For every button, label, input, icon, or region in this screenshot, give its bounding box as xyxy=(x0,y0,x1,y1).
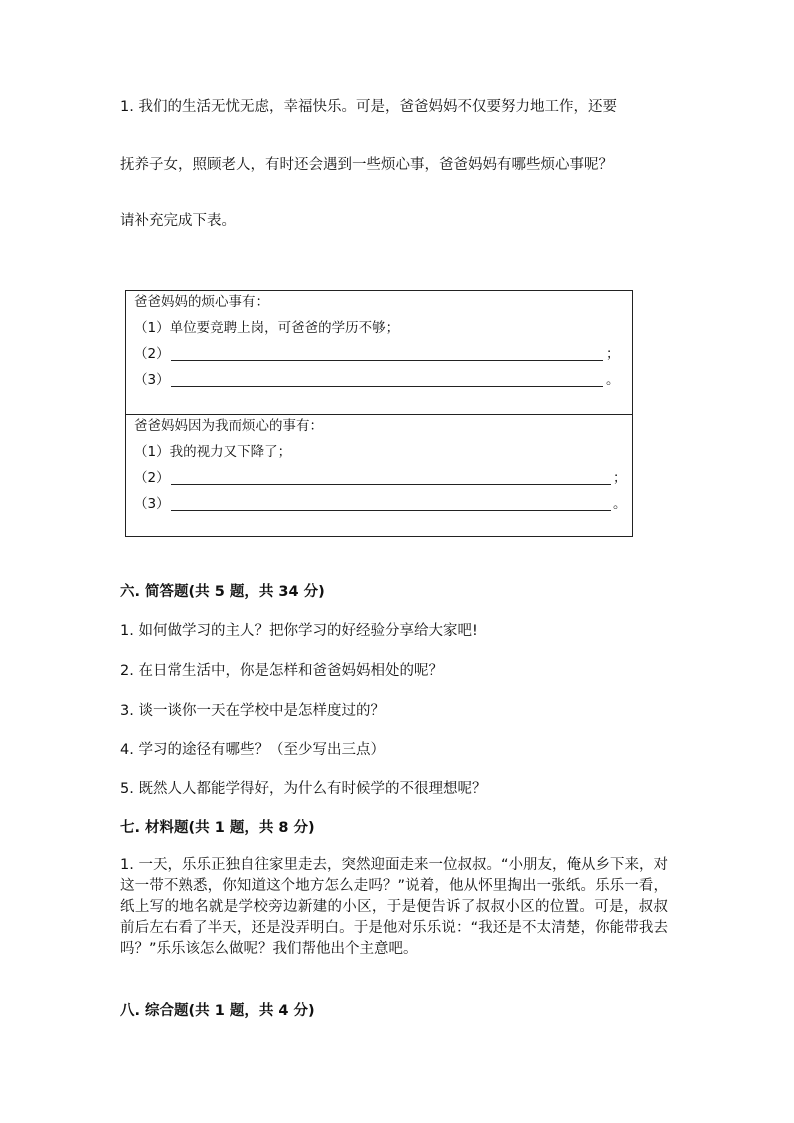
section-6-heading: 六. 简答题(共 5 题，共 34 分) xyxy=(120,584,325,600)
worry-item-2-end: ； xyxy=(613,470,627,486)
section-7-question-1: 1. 一天，乐乐正独自往家里走去，突然迎面走来一位叔叔。“小朋友，俺从乡下来，对这一带不熟悉，你知道这个地方怎么走吗？”说着，他从怀里掏出一张纸。乐乐一看，纸上写的地名就是学校旁边新建的小区，于是便告诉了叔叔小区的位置。可是，叔叔前后左右看了半天，还是没弄明白。于是他对乐乐说：“我还是不太清楚，你能带我去吗？”乐乐该怎么做呢？我们帮他出个主意吧。 xyxy=(120,857,668,957)
section-6-question-4: 4. 学习的途径有哪些？（至少写出三点） xyxy=(120,742,385,758)
answer-blank-3[interactable] xyxy=(171,386,603,387)
section-8-heading: 八. 综合题(共 1 题，共 4 分) xyxy=(120,1003,315,1019)
section-6-question-3: 3. 谈一谈你一天在学校中是怎样度过的？ xyxy=(120,703,385,719)
worry-item-2-label: （2） xyxy=(134,346,170,362)
worry-item-3-end: 。 xyxy=(606,372,620,388)
section-6-question-2: 2. 在日常生活中，你是怎样和爸爸妈妈相处的呢？ xyxy=(120,663,443,679)
q1-intro-line-3: 请补充完成下表。 xyxy=(120,213,236,229)
table-section-parent-worries xyxy=(125,290,633,415)
worry-item-2-label: （2） xyxy=(134,470,170,486)
answer-blank-2[interactable] xyxy=(171,360,603,361)
section-title: 爸爸妈妈因为我而烦心的事有： xyxy=(134,418,323,434)
worry-item-1: （1）我的视力又下降了； xyxy=(134,444,292,460)
section-7-heading: 七. 材料题(共 1 题，共 8 分) xyxy=(120,820,315,836)
section-title: 爸爸妈妈的烦心事有： xyxy=(134,294,269,310)
worry-item-3-label: （3） xyxy=(134,496,170,512)
q1-intro-line-2: 抚养子女，照顾老人，有时还会遇到一些烦心事，爸爸妈妈有哪些烦心事呢？ xyxy=(120,157,613,173)
worry-item-2-end: ； xyxy=(606,346,620,362)
section-6-question-5: 5. 既然人人都能学得好，为什么有时候学的不很理想呢？ xyxy=(120,781,487,797)
worry-item-3-label: （3） xyxy=(134,372,170,388)
answer-blank-2[interactable] xyxy=(171,484,611,485)
worry-item-1: （1）单位要竞聘上岗，可爸爸的学历不够； xyxy=(134,320,400,336)
worry-item-3-end: 。 xyxy=(613,496,627,512)
section-6-question-1: 1. 如何做学习的主人？把你学习的好经验分享给大家吧! xyxy=(120,623,478,639)
q1-intro-line-1: 1. 我们的生活无忧无虑，幸福快乐。可是，爸爸妈妈不仅要努力地工作，还要 xyxy=(120,99,617,115)
table-section-worries-about-me xyxy=(125,414,633,537)
answer-blank-3[interactable] xyxy=(171,510,611,511)
